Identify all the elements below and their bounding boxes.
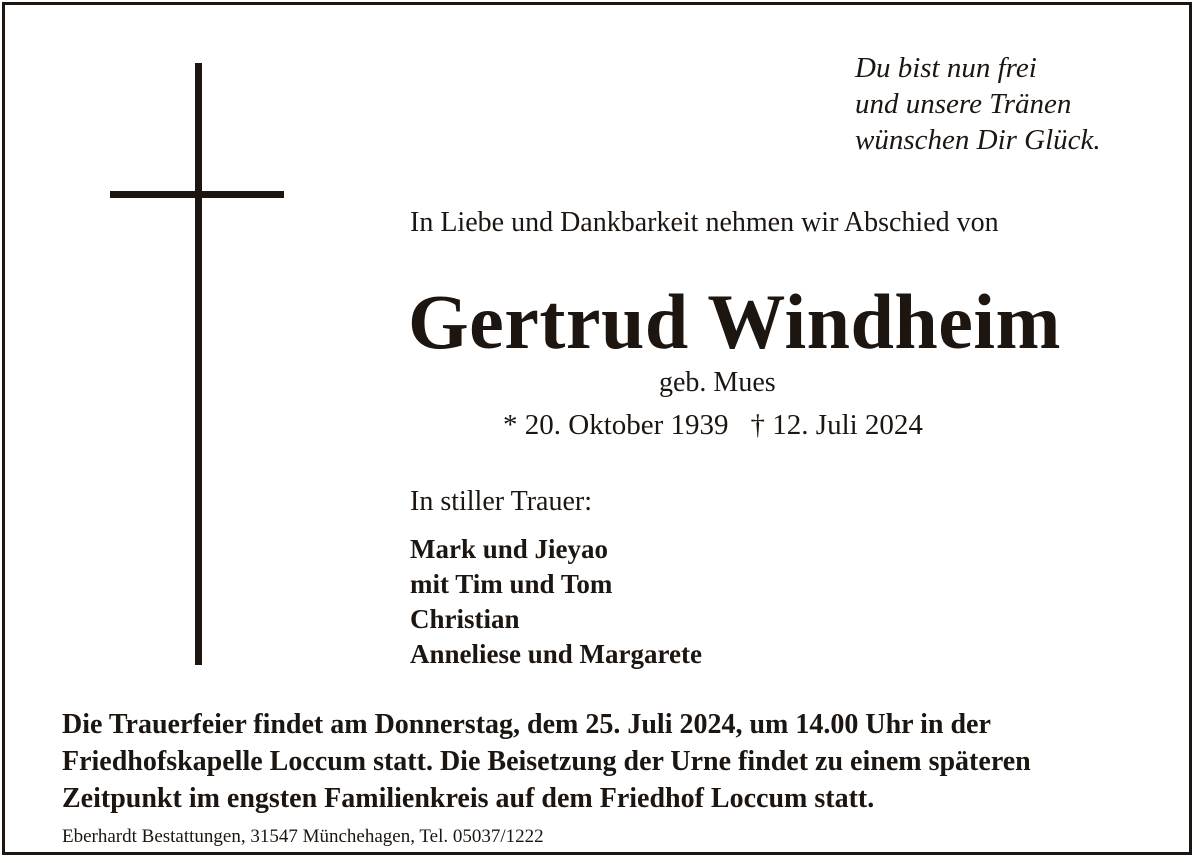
birth-date: * 20. Oktober 1939 [503,409,729,441]
funeral-notice-line: Friedhofskapelle Loccum statt. Die Beisetzung der Urne findet zu einem späteren [62,746,1031,777]
farewell-intro: In Liebe und Dankbarkeit nehmen wir Abschied von [410,207,999,238]
funeral-notice-line: Die Trauerfeier findet am Donnerstag, dem 25. Juli 2024, um 14.00 Uhr in der [62,709,991,740]
funeral-notice-line: Zeitpunkt im engsten Familienkreis auf dem Friedhof Loccum statt. [62,783,875,814]
deceased-name: Gertrud Windheim [408,278,1062,365]
funeral-notice [62,706,1031,817]
mourner-entry: Anneliese und Margarete [410,639,702,669]
motto-line: und unsere Tränen [855,88,1072,120]
mourner-entry: Mark und Jieyao [410,534,609,564]
cross-icon-beam [110,191,284,198]
life-dates [503,409,923,442]
mourner-entry: Christian [410,604,520,634]
mourner-entry: mit Tim und Tom [410,569,613,599]
mourning-heading: In stiller Trauer: [410,486,592,517]
death-date: † 12. Juli 2024 [750,409,923,441]
maiden-name: geb. Mues [659,367,776,398]
motto-verse [855,50,1101,158]
mourners-list [410,532,702,672]
cross-icon [195,63,202,665]
motto-line: wünschen Dir Glück. [855,124,1101,156]
undertaker-contact: Eberhardt Bestattungen, 31547 Münchehagen, Tel. 05037/1222 [62,826,544,847]
motto-line: Du bist nun frei [855,52,1037,84]
